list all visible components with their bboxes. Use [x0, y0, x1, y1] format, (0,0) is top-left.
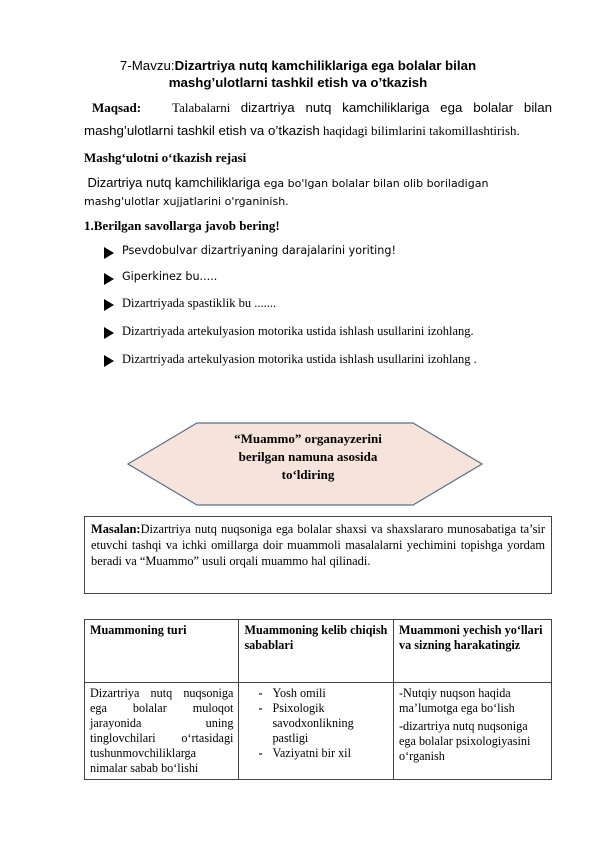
table-cell [394, 683, 552, 780]
question-text: Giperkinez bu..... [122, 270, 218, 283]
title-prefix: 7-Mavzu: [119, 58, 175, 73]
example-box [84, 516, 552, 594]
title-line1: Dizartriya nutq kamchiliklariga ega bolalar bilan [174, 58, 477, 73]
hexagon-line3: to‘ldiring [281, 467, 335, 482]
triangle-bullet-icon [104, 327, 114, 339]
table-row [85, 683, 552, 780]
plan-heading: Mashg‘ulotni o‘tkazish rejasi [84, 150, 247, 165]
goal-paragraph [84, 96, 552, 142]
solution-item: -dizartriya nutq nuqsoniga ega bolalar psixologiyasini o‘rganish [399, 719, 531, 763]
hexagon-label [196, 430, 420, 484]
triangle-bullet-icon [104, 247, 114, 259]
header-cell: Muammoning kelib chiqish sabablari [239, 620, 394, 683]
plan-text [84, 174, 554, 211]
plan-part1: Dizartriya nutq kamchiliklariga [87, 175, 261, 190]
plan-part2: ega bo'lgan bolalar bilan olib boriladigan mashg'ulotlar xujjatlarini o'rganinish. [84, 177, 489, 208]
example-label: Masalan: [91, 522, 141, 536]
question-text: Psevdobulvar dizartriyaning darajalarini yoriting! [122, 244, 396, 257]
title-line2: mashg’ulotlarni tashkil etish va o’tkazish [168, 75, 428, 90]
triangle-bullet-icon [104, 273, 114, 285]
list-item: - Yosh omili [258, 686, 388, 701]
triangle-bullet-icon [104, 299, 114, 311]
header-cell: Muammoni yechish yo‘llari va sizning harakatingiz [394, 620, 552, 683]
triangle-bullet-icon [104, 355, 114, 367]
question-text: Dizartriyada artekulyasion motorika ustida ishlash usullarini izohlang. [122, 324, 474, 338]
question-text: Dizartriyada artekulyasion motorika ustida ishlash usullarini izohlang . [122, 352, 477, 366]
example-text: Dizartriya nutq nuqsoniga ega bolalar shaxsi va shaxslararo munosabatiga ta’sir etuvchi tashqi va ichki omillarga doir muammoli masalalarni yechimini topishga yordam beradi va “Muammo” usuli orqali muammo hal qilinadi. [91, 522, 545, 568]
questions-heading: 1.Berilgan savollarga javob bering! [84, 218, 280, 233]
solution-item: -Nutqiy nuqson haqida ma’lumotga ega bo‘lish [399, 686, 515, 715]
page-title [80, 57, 516, 91]
list-item: - Vaziyatni bir xil [258, 746, 388, 761]
goal-part2: dizartriya nutq kamchiliklariga ega bolalar bilan mashg’ulotlarni tashkil etish va o’tkazish [84, 100, 553, 138]
hexagon-line1: “Muammo” organayzerini [234, 431, 382, 446]
header-cell: Muammoning turi [85, 620, 239, 683]
problem-table [84, 619, 552, 780]
table-cell [239, 683, 394, 780]
reasons-list [244, 686, 388, 761]
goal-label: Maqsad: [92, 100, 142, 115]
question-text: Dizartriyada spastiklik bu ....... [122, 296, 277, 310]
list-item: - Psixologik savodxonlikning pastligi [258, 701, 388, 746]
table-cell: Dizartriya nutq nuqsoniga ega bolalar muloqot jarayonida uning tinglovchilari o‘rtasidagi tushunmovchiliklarga nimalar sabab bo‘lishi [85, 683, 239, 780]
goal-part1: Talabalarni [172, 100, 231, 115]
hexagon-line2: berilgan namuna asosida [238, 449, 378, 464]
table-header-row [85, 620, 552, 683]
goal-part3: haqidagi bilimlarini takomillashtirish. [323, 123, 520, 138]
